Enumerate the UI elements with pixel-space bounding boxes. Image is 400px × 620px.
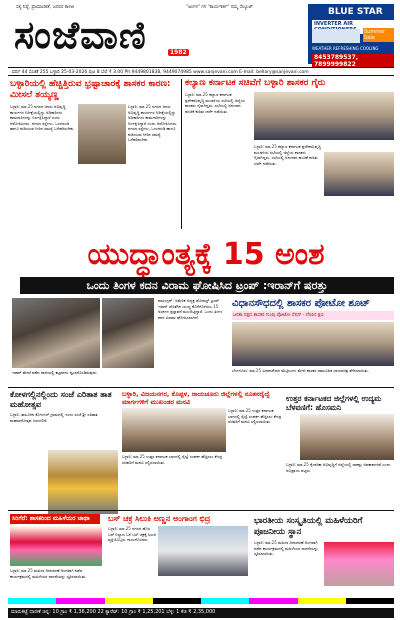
ad-phone: 8453789537, 7899999822 <box>312 54 394 68</box>
story-war-body: ವಾಷಿಂಗ್ಟನ್: ಅಮೆರಿಕ ಅಧ್ಯಕ್ಷ ಡೊನಾಲ್ಡ್ ಟ್ರಂಪ್ ಇರಾನ್ ಜೊತೆಗಿನ ಯುದ್ಧ ಕೊನೆಗೊಳಿಸಲು 15 ಅಂಶಗಳ ಪ್ರಸ್ತಾವನೆ ಮುಂದಿಟ್ಟಿದ್ದಾರೆ. ಒಂದು ತಿಂಗಳ ಕದನ ವಿರಾಮ ಘೋಷಿಸಲಾಗಿದೆ. <box>158 298 223 320</box>
story-industry-body: ಬಳ್ಳಾರಿ: ಮಾ.25 ಕೈಗಾರಿಕಾ ಅಭಿವೃದ್ಧಿಗೆ ಜಿಲ್ಲೆಯಲ್ಲಿ ಸಾಕಷ್ಟು ಅವಕಾಶಗಳಿವೆ ಎಂದು ಅಭಿಪ್ರಾಯ ಪಟ್ಟರು. <box>286 462 391 473</box>
headline-vidhana-soudha[interactable]: ವಿಧಾನಸೌಧದಲ್ಲಿ ಶಾಸಕರ ಪೋಟೋ ಶೂಟ್ <box>232 298 370 309</box>
headline-railway[interactable]: ಬಳ್ಳಾರಿ, ವಿಜಯನಗರ, ಕೊಪ್ಪಳ, ರಾಯಚೂರು ಜಿಲ್ಲೆಗಳಲ್ಲಿ ನೂತನರೈಲ್ವೆ ಮಾರ್ಗಗಳಿಗೆ ಮುಖಂಡರ ಮನವಿ <box>122 390 271 406</box>
headline-kolagal[interactable]: ಕೋಳಗಲ್ಲಿನಲ್ಲಿಂದು ಸಂಜೆ ಎರಿತಾತ ತಾತ ಮಹೋತ್ಸವ <box>10 390 112 409</box>
story-corruption-body-2: ಬಳ್ಳಾರಿ: ಮಾ.25 ನಗರದ ಜನರು ಅಭಿವೃದ್ಧಿ ಕಾರ್ಯಗಳ ನಿರೀಕ್ಷೆಯಲ್ಲಿದ್ದು ಅಧಿಕಾರಿಗಳು ಕಾಮಗಾರಿಗಳನ್ನು ನಿರ್ಲಕ್ಷಿಸಿದ್ದಾರೆ ಎಂದು ಆರೋಪಿಸಿದರು. ನಗರದ ರಸ್ತೆಗಳು, ಒಳಚರಂಡಿ ಹಾಗೂ ಕುಡಿಯುವ ನೀರಿನ ಸಮಸ್ಯೆ ಬಗೆಹರಿಸಬೇಕು. <box>128 104 178 142</box>
women-day-stage-photo <box>324 542 394 586</box>
war-ruins-photo-2 <box>102 298 154 368</box>
headline-bus-accident[interactable]: ಬಸ್ ಚಕ್ರ ಸಿಲುಕಿ ಅಣ್ಣನ ಅಂಗಾಂಗ ಛಿದ್ರ <box>108 514 211 523</box>
story-vidhana-body: ಬೆಂಗಳೂರು: ಮಾ.25 ವಿಧಾನಸೌಧದ ಮೆಟ್ಟಿಲುಗಳ ಮೇಲೆ ಶಾಸಕರ ಸಾಮೂಹಿಕ ಛಾಯಾಚಿತ್ರ ತೆಗೆಸಲಾಯಿತು. <box>232 368 370 373</box>
section-rule-2 <box>8 510 394 511</box>
war-ruins-photo <box>12 298 100 368</box>
main-banner-headline[interactable]: ಯುದ್ಧಾಂತ್ಯಕ್ಕೆ 15 ಅಂಶ <box>87 237 325 272</box>
headline-women-culture[interactable]: ಭಾರತೀಯ ಸಂಸ್ಕೃತಿಯಲ್ಲಿ ಮಹಿಳೆಯರಿಗೆ ಪೂಜನೀಯ ಸ್ಥಾನ <box>254 516 363 537</box>
tagline: ಸತ್ಯ ನಿಷ್ಠೆ, ಪ್ರಾಮಾಣಿಕತೆ, ಜನಪರ ಕಾಳಜಿ <box>16 5 74 10</box>
politician-photo <box>78 104 126 164</box>
market-rates-footer: ಮಾರುಕಟ್ಟೆ ಧಾರಣೆ ಚಿನ್ನ: 10 ಗ್ರಾಂ ₹ 1,36,200 22 ಕ್ಯಾರೆಟ್: 10 ಗ್ರಾಂ ₹ 1,25,201 ಬೆಳ್ಳಿ: 1 ಕೆಜಿ ₹ 2,35,000 <box>8 608 394 618</box>
sub-banner-headline: ಒಂದು ತಿಂಗಳ ಕದನ ವಿರಾಮ ಘೋಷಿಸಿದ ಟ್ರಂಪ್ :ಇರಾನ್‌ಗೆ ಷರತ್ತು <box>20 277 394 294</box>
ad-note: WEATHER REFRESHING COOLING <box>312 46 379 51</box>
bus-accident-photo <box>158 526 248 576</box>
photo-shoot-highlight: ಜನತಾ ಪಕ್ಷದ ಶಾಸಕರ ಗುಂಪು ಪೋಟೋ ಸೆಷನ್ - ನೆನಪಿನ ಕ್ಷಣ <box>232 311 394 320</box>
women-rally-photo <box>10 526 102 566</box>
legislators-group-photo <box>232 322 394 366</box>
story-railway-body-2: ಬಳ್ಳಾರಿ: ಮಾ.25 ಉತ್ತರ ಕರ್ನಾಟಕ ಭಾಗದಲ್ಲಿ ರೈಲ್ವೆ ಸಂಪರ್ಕ ಹೆಚ್ಚಿಸಲು ಕೇಂದ್ರ ಸಚಿವರಿಗೆ ಮನವಿ ಸಲ್ಲಿಸಲಾಯಿತು. <box>122 454 223 465</box>
newspaper-page <box>8 2 394 618</box>
headline-industry[interactable]: ಉತ್ತರ ಕರ್ನಾಟಕದ ಜಿಲ್ಲೆಗಳಲ್ಲಿ ಉದ್ಯಮ ಬೆಳವಣಿಗೆ: ಹೊಸಮನಿ <box>286 394 382 412</box>
ad-sale-badge: Summer Sale <box>363 28 394 42</box>
story-corruption-body: ಬಳ್ಳಾರಿ: ಮಾ.25 ನಗರದ ಜನರು ಅಭಿವೃದ್ಧಿ ಕಾರ್ಯಗಳ ನಿರೀಕ್ಷೆಯಲ್ಲಿದ್ದು ಅಧಿಕಾರಿಗಳು ಕಾಮಗಾರಿಗಳನ್ನು ನಿರ್ಲಕ್ಷಿಸಿದ್ದಾರೆ ಎಂದು ಆರೋಪಿಸಿದರು. ನಗರದ ರಸ್ತೆಗಳು, ಒಳಚರಂಡಿ ಹಾಗೂ ಕುಡಿಯುವ ನೀರಿನ ಸಮಸ್ಯೆ ಬಗೆಹರಿಸಬೇಕು. <box>10 104 75 131</box>
air-conditioner-icon <box>312 29 360 43</box>
temple-chariot-photo <box>48 450 118 514</box>
dateline: ವರ್ಷ 44 ಸಂಚಿಕೆ 255 ಬಳ್ಳಾರಿ 25-03-2026 ಪುಟ 8 ಬೆಲೆ ₹ 3.00 Ph:9449801838, 9449074985 www.sanjevani.com E-mail: bellary@sanjevani.com <box>8 67 394 76</box>
story-kolagal-body: ಬಳ್ಳಾರಿ: ತಾಲೂಕಿನ ಕೋಳಗಲ್ ಗ್ರಾಮದಲ್ಲಿ ಇಂದು ಸಂಜೆ ಶ್ರೀ ಎರಿತಾತ ಮಹಾರಥೋತ್ಸವ ಜರುಗಲಿದೆ. <box>10 412 98 423</box>
tag-sirigere[interactable]: ಸಿರಿಗೆರೆ: ಶಾಸಕರಿಂದ ಮಹಿಳೆಯರ ಜಾಥಾ <box>10 514 100 524</box>
story-sirigere-body: ಬಳ್ಳಾರಿ: ಮಾ.25 ಮಹಿಳಾ ದಿನಾಚರಣೆ ಅಂಗವಾಗಿ ನಡೆದ ಕಾರ್ಯಕ್ರಮದಲ್ಲಿ ಮಹಿಳೆಯರ ಸಾಧನೆಯನ್ನು ಸ್ಮರಿಸಲಾಯಿತು. <box>10 568 87 579</box>
war-photo-caption: ಇರಾನ್ ಮೇಲೆ ನಡೆದ ದಾಳಿಯಲ್ಲಿ ಕಟ್ಟಡಗಳು ಧ್ವಂಸಗೊಂಡಿರುವುದು <box>12 370 97 375</box>
officials-photo <box>324 152 394 196</box>
color-registration-strip <box>8 598 394 604</box>
railway-petition-photo <box>122 408 226 452</box>
ad-subtitle: INVERTER AIR <box>312 20 394 34</box>
meeting-photo <box>254 92 394 140</box>
section-rule <box>8 387 394 388</box>
headline-corruption[interactable]: ಬಳ್ಳಾರಿಯಲ್ಲಿ ಹೆಚ್ಚಿತ್ತಿರುವ ಭ್ರಷ್ಟಾಚಾರಕ್ಕೆ ಶಾಸಕರ ಕಾರಣ: ಮೀಸಲೆ ತಯ್ಯಣ್ಣ <box>10 79 171 100</box>
blue-star-advertisement[interactable] <box>308 4 394 68</box>
ad-brand: BLUE STAR <box>328 7 383 17</box>
story-bus-body: ಬಳ್ಳಾರಿ: ಮಾ.25 ನಗರದ ಹೊಸ ಬಸ್ ನಿಲ್ದಾಣ ಬಳಿ ಬಸ್ ಚಕ್ರಕ್ಕೆ ಸಿಲುಕಿ ವ್ಯಕ್ತಿಯೊಬ್ಬರು ಗಾಯಗೊಂಡರು. <box>108 526 156 542</box>
story-kalyana-body-2: ಬಳ್ಳಾರಿ: ಮಾ.25 ಕಲ್ಯಾಣ ಕರ್ನಾಟಕ ಪ್ರದೇಶಾಭಿವೃದ್ಧಿ ಮಂಡಳಿಯ ಸಭೆಯಲ್ಲಿ ಜಿಲ್ಲೆಯ ಶಾಸಕರು ಗೈರಾಗಿದ್ದರು. ಸಭೆಯಲ್ಲಿ ಅನುದಾನ ಹಂಚಿಕೆ ಕುರಿತು ಚರ್ಚೆ ನಡೆಯಿತು. <box>254 144 321 166</box>
newspaper-title: ಸಂಜೆವಾಣಿ <box>14 12 147 57</box>
story-kalyana-body: ಬಳ್ಳಾರಿ: ಮಾ.25 ಕಲ್ಯಾಣ ಕರ್ನಾಟಕ ಪ್ರದೇಶಾಭಿವೃದ್ಧಿ ಮಂಡಳಿಯ ಸಭೆಯಲ್ಲಿ ಜಿಲ್ಲೆಯ ಶಾಸಕರು ಗೈರಾಗಿದ್ದರು. ಸಭೆಯಲ್ಲಿ ಅನುದಾನ ಹಂಚಿಕೆ ಕುರಿತು ಚರ್ಚೆ ನಡೆಯಿತು. <box>185 92 245 114</box>
top-quote: "ಅಂಗಳ" ಗಳ "ಕಾರ್ಯಕರ್ತ" ನಮ್ಮ ಸೆಲ್ಯೂಟ್ <box>186 5 253 10</box>
story-railway-body: ಬಳ್ಳಾರಿ: ಮಾ.25 ಉತ್ತರ ಕರ್ನಾಟಕ ಭಾಗದಲ್ಲಿ ರೈಲ್ವೆ ಸಂಪರ್ಕ ಹೆಚ್ಚಿಸಲು ಕೇಂದ್ರ ಸಚಿವರಿಗೆ ಮನವಿ ಸಲ್ಲಿಸಲಾಯಿತು. <box>228 408 282 424</box>
year-badge: 1982 <box>170 49 187 56</box>
column-rule <box>181 79 182 229</box>
industry-meeting-photo <box>300 414 394 460</box>
headline-kalyana-karnataka[interactable]: ಕಲ್ಯಾಣ ಕರ್ನಾಟಕ ಸಚಿವೆಗೆ ಬಳ್ಳಾರಿ ಶಾಸಕರ ಗೈರು <box>185 78 326 88</box>
story-women-body: ಬಳ್ಳಾರಿ: ಮಾ.25 ಮಹಿಳಾ ದಿನಾಚರಣೆ ಅಂಗವಾಗಿ ನಡೆದ ಕಾರ್ಯಕ್ರಮದಲ್ಲಿ ಮಹಿಳೆಯರ ಸಾಧನೆಯನ್ನು ಸ್ಮರಿಸಲಾಯಿತು. <box>254 540 319 556</box>
